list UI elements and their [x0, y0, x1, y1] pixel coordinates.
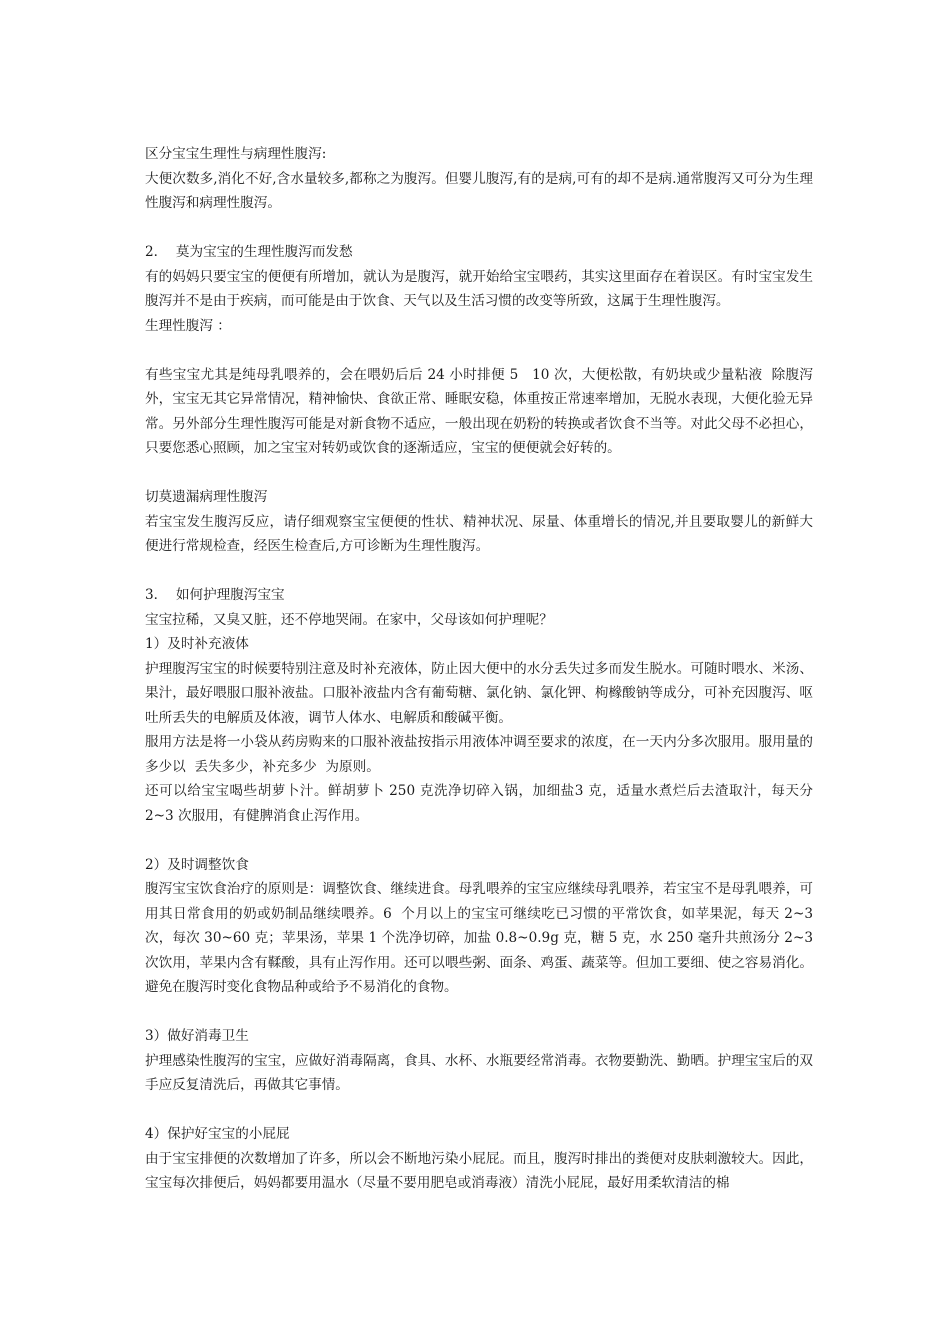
paragraph-spacer	[145, 461, 813, 486]
paragraph-spacer	[145, 559, 813, 584]
paragraph: 3）做好消毒卫生	[145, 1028, 249, 1044]
paragraph: 服用方法是将一小袋从药房购来的口服补液盐按指示用液体冲调至要求的浓度，在一天内分多次服用。服用量的多少以 丢失多少，补充多少 为原则。	[145, 734, 813, 775]
document-page	[145, 142, 818, 1196]
paragraph-spacer	[145, 828, 813, 853]
paragraph: 还可以给宝宝喝些胡萝卜汁。鲜胡萝卜 250 克洗净切碎入锅，加细盐3 克，适量水煮烂后去渣取汁，每天分 2~3 次服用，有健脾消食止泻作用。	[145, 783, 818, 824]
paragraph: 3． 如何护理腹泻宝宝	[145, 587, 285, 603]
paragraph: 若宝宝发生腹泻反应，请仔细观察宝宝便便的性状、精神状况、尿量、体重增长的情况,并且要取婴儿的新鲜大便进行常规检查，经医生检查后,方可诊断为生理性腹泻。	[145, 513, 813, 554]
paragraph: 区分宝宝生理性与病理性腹泻:	[145, 146, 327, 162]
paragraph: 4）保护好宝宝的小屁屁	[145, 1126, 290, 1142]
paragraph: 2． 莫为宝宝的生理性腹泻而发愁	[145, 244, 353, 260]
paragraph: 切莫遗漏病理性腹泻	[145, 489, 268, 505]
paragraph: 1）及时补充液体	[145, 636, 249, 652]
paragraph: 腹泻宝宝饮食治疗的原则是：调整饮食、继续进食。母乳喂养的宝宝应继续母乳喂养，若宝宝不是母乳喂养，可用其日常食用的奶或奶制品继续喂养。6 个月以上的宝宝可继续吃已习惯的平常饮食，如苹果泥，每天 2~3 次，每次 30~60 克；苹果汤，苹果 1 个洗净切碎，加盐 0.8~0.9g 克，糖 5 克，水 250 毫升共煎汤分 2~3 次饮用，苹果内含有鞣酸，具有止泻作用。还可以喂些粥、面条、鸡蛋、蔬菜等。但加工要细、使之容易消化。避免在腹泻时变化食物品种或给予不易消化的食物。	[145, 881, 818, 995]
paragraph: 宝宝拉稀，又臭又脏，还不停地哭闹。在家中，父母该如何护理呢？	[145, 611, 553, 628]
paragraph: 2）及时调整饮食	[145, 856, 249, 873]
paragraph: 有些宝宝尤其是纯母乳喂养的，会在喂奶后后 24 小时排便 5 10 次，大便松散，有奶块或少量粘液 除腹泻外，宝宝无其它异常情况，精神愉快、食欲正常、睡眠安稳，体重按正常速率增加，无脱水表现，大便化验无异常。另外部分生理性腹泻可能是对新食物不适应，一般出现在奶粉的转换或者饮食不当等。对此父母不必担心，只要您悉心照顾，加之宝宝对转奶或饮食的逐渐适应，宝宝的便便就会好转的。	[145, 366, 813, 456]
paragraph-spacer	[145, 216, 813, 241]
paragraph-spacer	[145, 1098, 813, 1123]
paragraph-spacer	[145, 1000, 813, 1025]
paragraph: 有的妈妈只要宝宝的便便有所增加，就认为是腹泻，就开始给宝宝喂药，其实这里面存在着误区。有时宝宝发生腹泻并不是由于疾病，而可能是由于饮食、天气以及生活习惯的改变等所致，这属于生理性腹泻。	[145, 268, 813, 309]
paragraph: 生理性腹泻 ：	[145, 317, 231, 334]
paragraph: 大便次数多,消化不好,含水量较多,都称之为腹泻。但婴儿腹泻,有的是病,可有的却不是病.通常腹泻又可分为生理性腹泻和病理性腹泻。	[145, 170, 813, 211]
paragraph: 护理感染性腹泻的宝宝，应做好消毒隔离，食具、水杯、水瓶要经常消毒。衣物要勤洗、勤晒。护理宝宝后的双手应反复清洗后，再做其它事情。	[145, 1052, 813, 1093]
paragraph: 护理腹泻宝宝的时候要特别注意及时补充液体，防止因大便中的水分丢失过多而发生脱水。可随时喂水、米汤、果汁，最好喂服口服补液盐。口服补液盐内含有葡萄糖、氯化钠、氯化钾、枸橼酸钠等成分，可补充因腹泻、呕吐所丢失的电解质及体液，调节人体水、电解质和酸碱平衡。	[145, 660, 813, 726]
paragraph: 由于宝宝排便的次数增加了许多，所以会不断地污染小屁屁。而且，腹泻时排出的粪便对皮肤刺激较大。因此，宝宝每次排便后，妈妈都要用温水（尽量不要用肥皂或消毒液）清洗小屁屁，最好用柔软清洁的棉	[145, 1150, 813, 1191]
paragraph-spacer	[145, 338, 813, 363]
